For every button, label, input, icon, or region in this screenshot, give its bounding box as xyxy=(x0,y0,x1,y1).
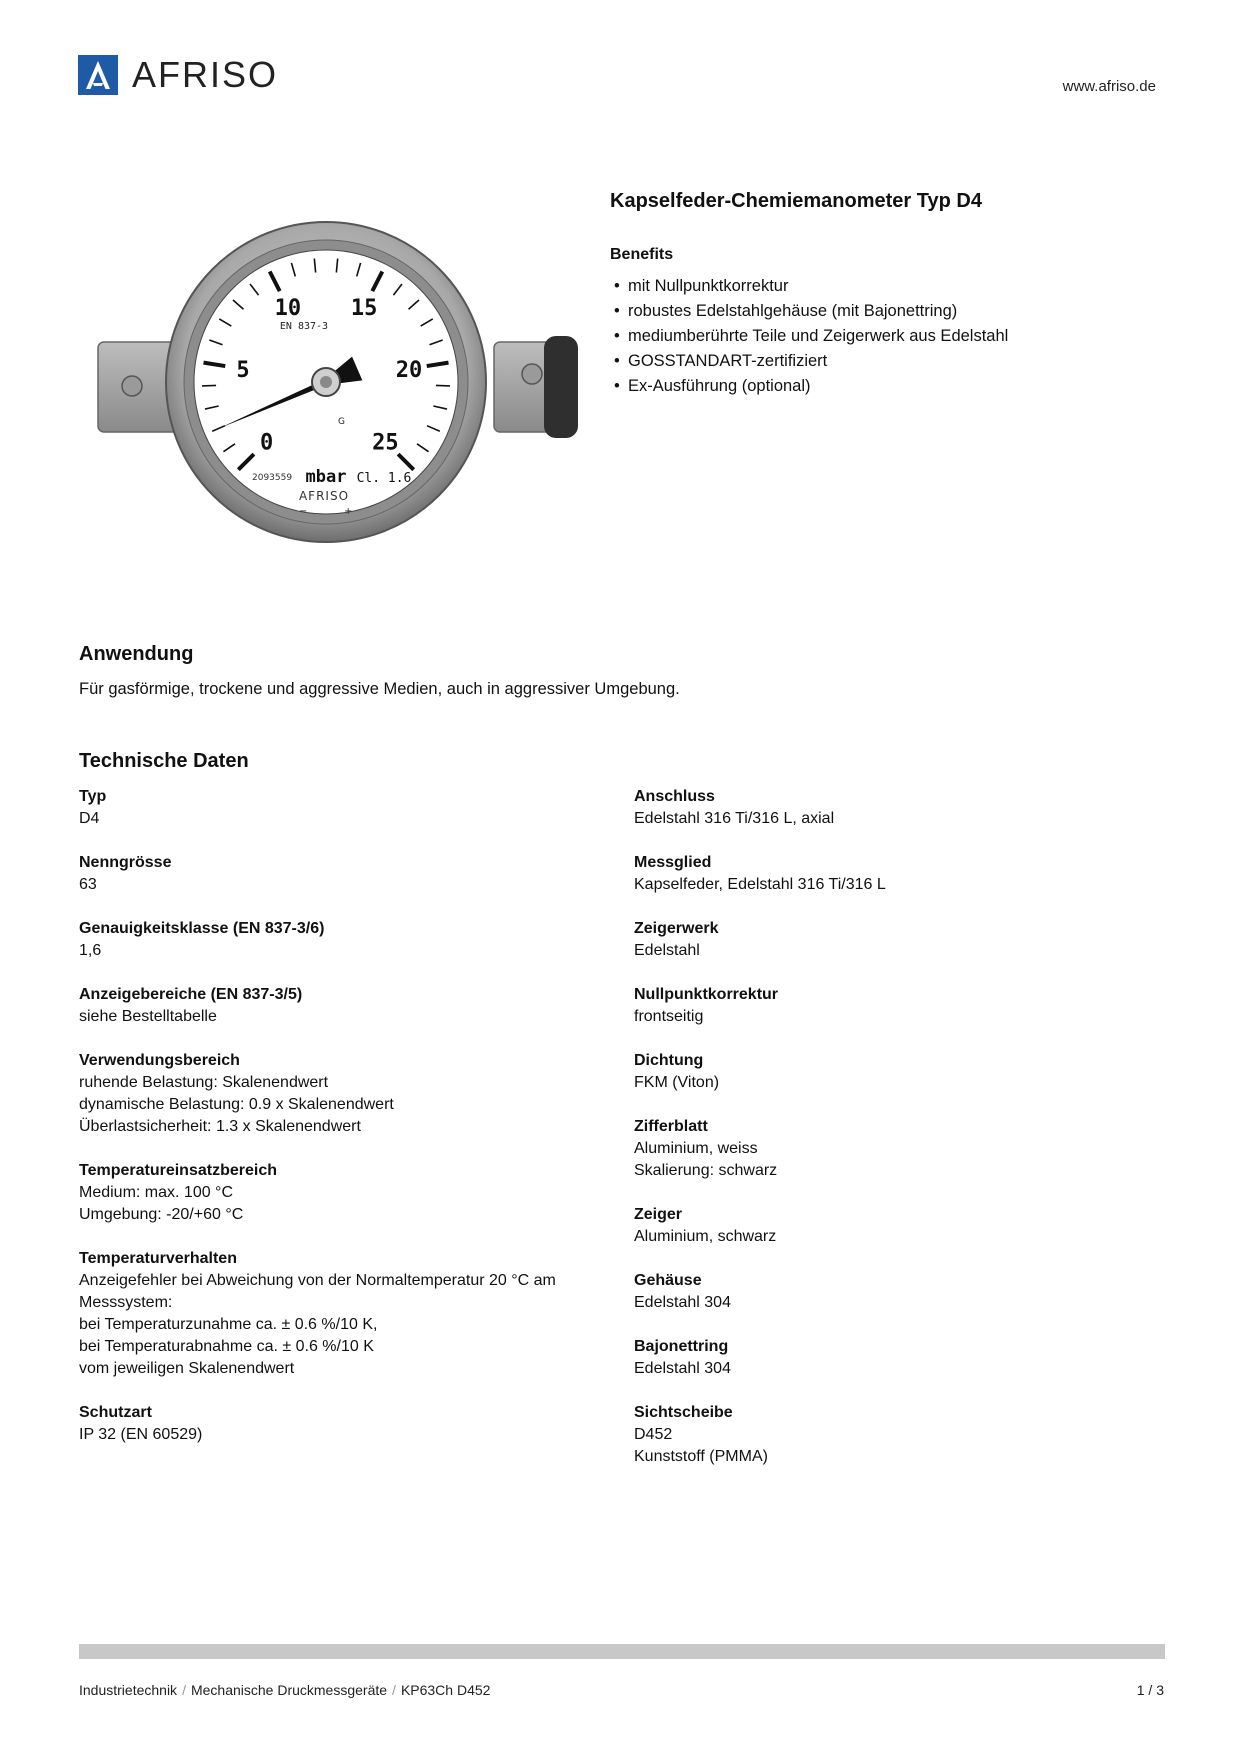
spec-label: Dichtung xyxy=(634,1052,704,1069)
spec-label: Temperatureinsatzbereich xyxy=(79,1162,277,1179)
techdaten-heading: Technische Daten xyxy=(79,750,249,772)
spec-value: Medium: max. 100 °C Umgebung: -20/+60 °C xyxy=(79,1184,244,1223)
gauge-scale-label: 20 xyxy=(395,357,423,383)
spec-temperaturverhalten xyxy=(79,1248,579,1380)
specs-right-column xyxy=(634,786,1134,1490)
spec-bajonettring xyxy=(634,1336,1134,1380)
pressure-gauge-image xyxy=(94,216,580,566)
spec-label: Typ xyxy=(79,788,107,805)
spec-value: 1,6 xyxy=(79,942,102,959)
afriso-logo-icon xyxy=(78,55,118,95)
spec-gehaeuse xyxy=(634,1270,1134,1314)
gauge-scale-label: 0 xyxy=(259,430,274,456)
spec-genauigkeitsklasse xyxy=(79,918,579,962)
spec-label: Bajonettring xyxy=(634,1338,729,1355)
spec-zeiger xyxy=(634,1204,1134,1248)
spec-label: Zifferblatt xyxy=(634,1118,708,1135)
gauge-scale-label: 5 xyxy=(236,357,250,383)
spec-temperatureinsatzbereich xyxy=(79,1160,579,1226)
spec-value: Anzeigefehler bei Abweichung von der Normaltemperatur 20 °C am Messsystem: bei Temperaturzunahme ca. ± 0.6 %/10 K, bei Temperaturabnahme ca. ± 0.6 %/10 K vom jeweiligen Skalenendwert xyxy=(79,1272,556,1377)
spec-value: Aluminium, schwarz xyxy=(634,1228,777,1245)
breadcrumb-separator: / xyxy=(182,1682,186,1698)
footer-divider-bar xyxy=(79,1644,1165,1659)
spec-nenngroesse xyxy=(79,852,579,896)
spec-value: Edelstahl 304 xyxy=(634,1360,731,1377)
breadcrumb-separator: / xyxy=(392,1682,396,1698)
breadcrumb-item-druckmessgeraete[interactable]: Mechanische Druckmessgeräte xyxy=(190,1682,388,1698)
spec-label: Gehäuse xyxy=(634,1272,702,1289)
spec-anzeigebereiche xyxy=(79,984,579,1028)
spec-anschluss xyxy=(634,786,1134,830)
spec-value: frontseitig xyxy=(634,1008,704,1025)
breadcrumb xyxy=(79,1682,490,1698)
spec-label: Sichtscheibe xyxy=(634,1404,733,1421)
spec-value: FKM (Viton) xyxy=(634,1074,720,1091)
gauge-class-label: Cl. 1.6 xyxy=(356,471,412,486)
spec-label: Anzeigebereiche (EN 837-3/5) xyxy=(79,986,303,1003)
spec-value: D4 xyxy=(79,810,100,827)
gauge-scale-label: 25 xyxy=(372,430,399,456)
spec-nullpunktkorrektur xyxy=(634,984,1134,1028)
spec-typ xyxy=(79,786,579,830)
gauge-minus-label: − xyxy=(299,506,308,517)
anwendung-text: Für gasförmige, trockene und aggressive Medien, auch in aggressiver Umgebung. xyxy=(79,680,680,698)
spec-label: Messglied xyxy=(634,854,712,871)
gauge-unit-label: mbar xyxy=(305,467,347,487)
benefit-item: • Ex-Ausführung (optional) xyxy=(614,374,1008,399)
spec-label: Nullpunktkorrektur xyxy=(634,986,779,1003)
benefits-heading: Benefits xyxy=(610,246,674,263)
spec-value: Kapselfeder, Edelstahl 316 Ti/316 L xyxy=(634,876,886,893)
gauge-serial-number: 2093559 xyxy=(252,473,293,483)
gauge-scale-label: 10 xyxy=(274,296,302,322)
gauge-plus-label: + xyxy=(344,506,353,517)
spec-value: 63 xyxy=(79,876,97,893)
spec-label: Zeiger xyxy=(634,1206,683,1223)
spec-value: siehe Bestelltabelle xyxy=(79,1008,217,1025)
gauge-scale-label: 15 xyxy=(350,296,378,322)
benefit-item: • mit Nullpunktkorrektur xyxy=(614,274,1008,299)
spec-verwendungsbereich xyxy=(79,1050,579,1138)
spec-label: Nenngrösse xyxy=(79,854,172,871)
spec-messglied xyxy=(634,852,1134,896)
product-title: Kapselfeder-Chemiemanometer Typ D4 xyxy=(610,190,982,212)
spec-label: Genauigkeitsklasse (EN 837-3/6) xyxy=(79,920,325,937)
brand-name: AFRISO xyxy=(132,54,279,95)
spec-value: Edelstahl 316 Ti/316 L, axial xyxy=(634,810,835,827)
benefit-item: • robustes Edelstahlgehäuse (mit Bajonettring) xyxy=(614,299,1008,324)
spec-label: Anschluss xyxy=(634,788,715,805)
specs-left-column xyxy=(79,786,579,1468)
spec-schutzart xyxy=(79,1402,579,1446)
benefit-item: • GOSSTANDART-zertifiziert xyxy=(614,349,1008,374)
gauge-brand-label: AFRISO xyxy=(298,489,350,503)
gauge-standard-label: EN 837-3 xyxy=(279,321,329,332)
website-link[interactable]: www.afriso.de xyxy=(1062,78,1156,95)
spec-value: ruhende Belastung: Skalenendwert dynamische Belastung: 0.9 x Skalenendwert Überlastsicherheit: 1.3 x Skalenendwert xyxy=(79,1074,394,1135)
benefit-item: • mediumberührte Teile und Zeigerwerk aus Edelstahl xyxy=(614,324,1008,349)
spec-value: Edelstahl xyxy=(634,942,700,959)
spec-label: Zeigerwerk xyxy=(634,920,719,937)
benefits-list xyxy=(614,274,1008,399)
spec-value: IP 32 (EN 60529) xyxy=(79,1426,203,1443)
spec-zifferblatt xyxy=(634,1116,1134,1182)
breadcrumb-item-product: KP63Ch D452 xyxy=(400,1682,491,1698)
brand-logo xyxy=(78,54,278,96)
spec-value: Edelstahl 304 xyxy=(634,1294,731,1311)
gauge-symbol: G xyxy=(338,417,345,427)
spec-label: Temperaturverhalten xyxy=(79,1250,237,1267)
spec-dichtung xyxy=(634,1050,1134,1094)
spec-label: Schutzart xyxy=(79,1404,152,1421)
spec-value: D452 Kunststoff (PMMA) xyxy=(634,1426,768,1465)
spec-zeigerwerk xyxy=(634,918,1134,962)
spec-value: Aluminium, weiss Skalierung: schwarz xyxy=(634,1140,778,1179)
breadcrumb-item-industrietechnik[interactable]: Industrietechnik xyxy=(79,1682,178,1698)
anwendung-heading: Anwendung xyxy=(79,643,194,665)
spec-sichtscheibe xyxy=(634,1402,1134,1468)
page-number: 1 / 3 xyxy=(1136,1682,1164,1698)
spec-label: Verwendungsbereich xyxy=(79,1052,240,1069)
